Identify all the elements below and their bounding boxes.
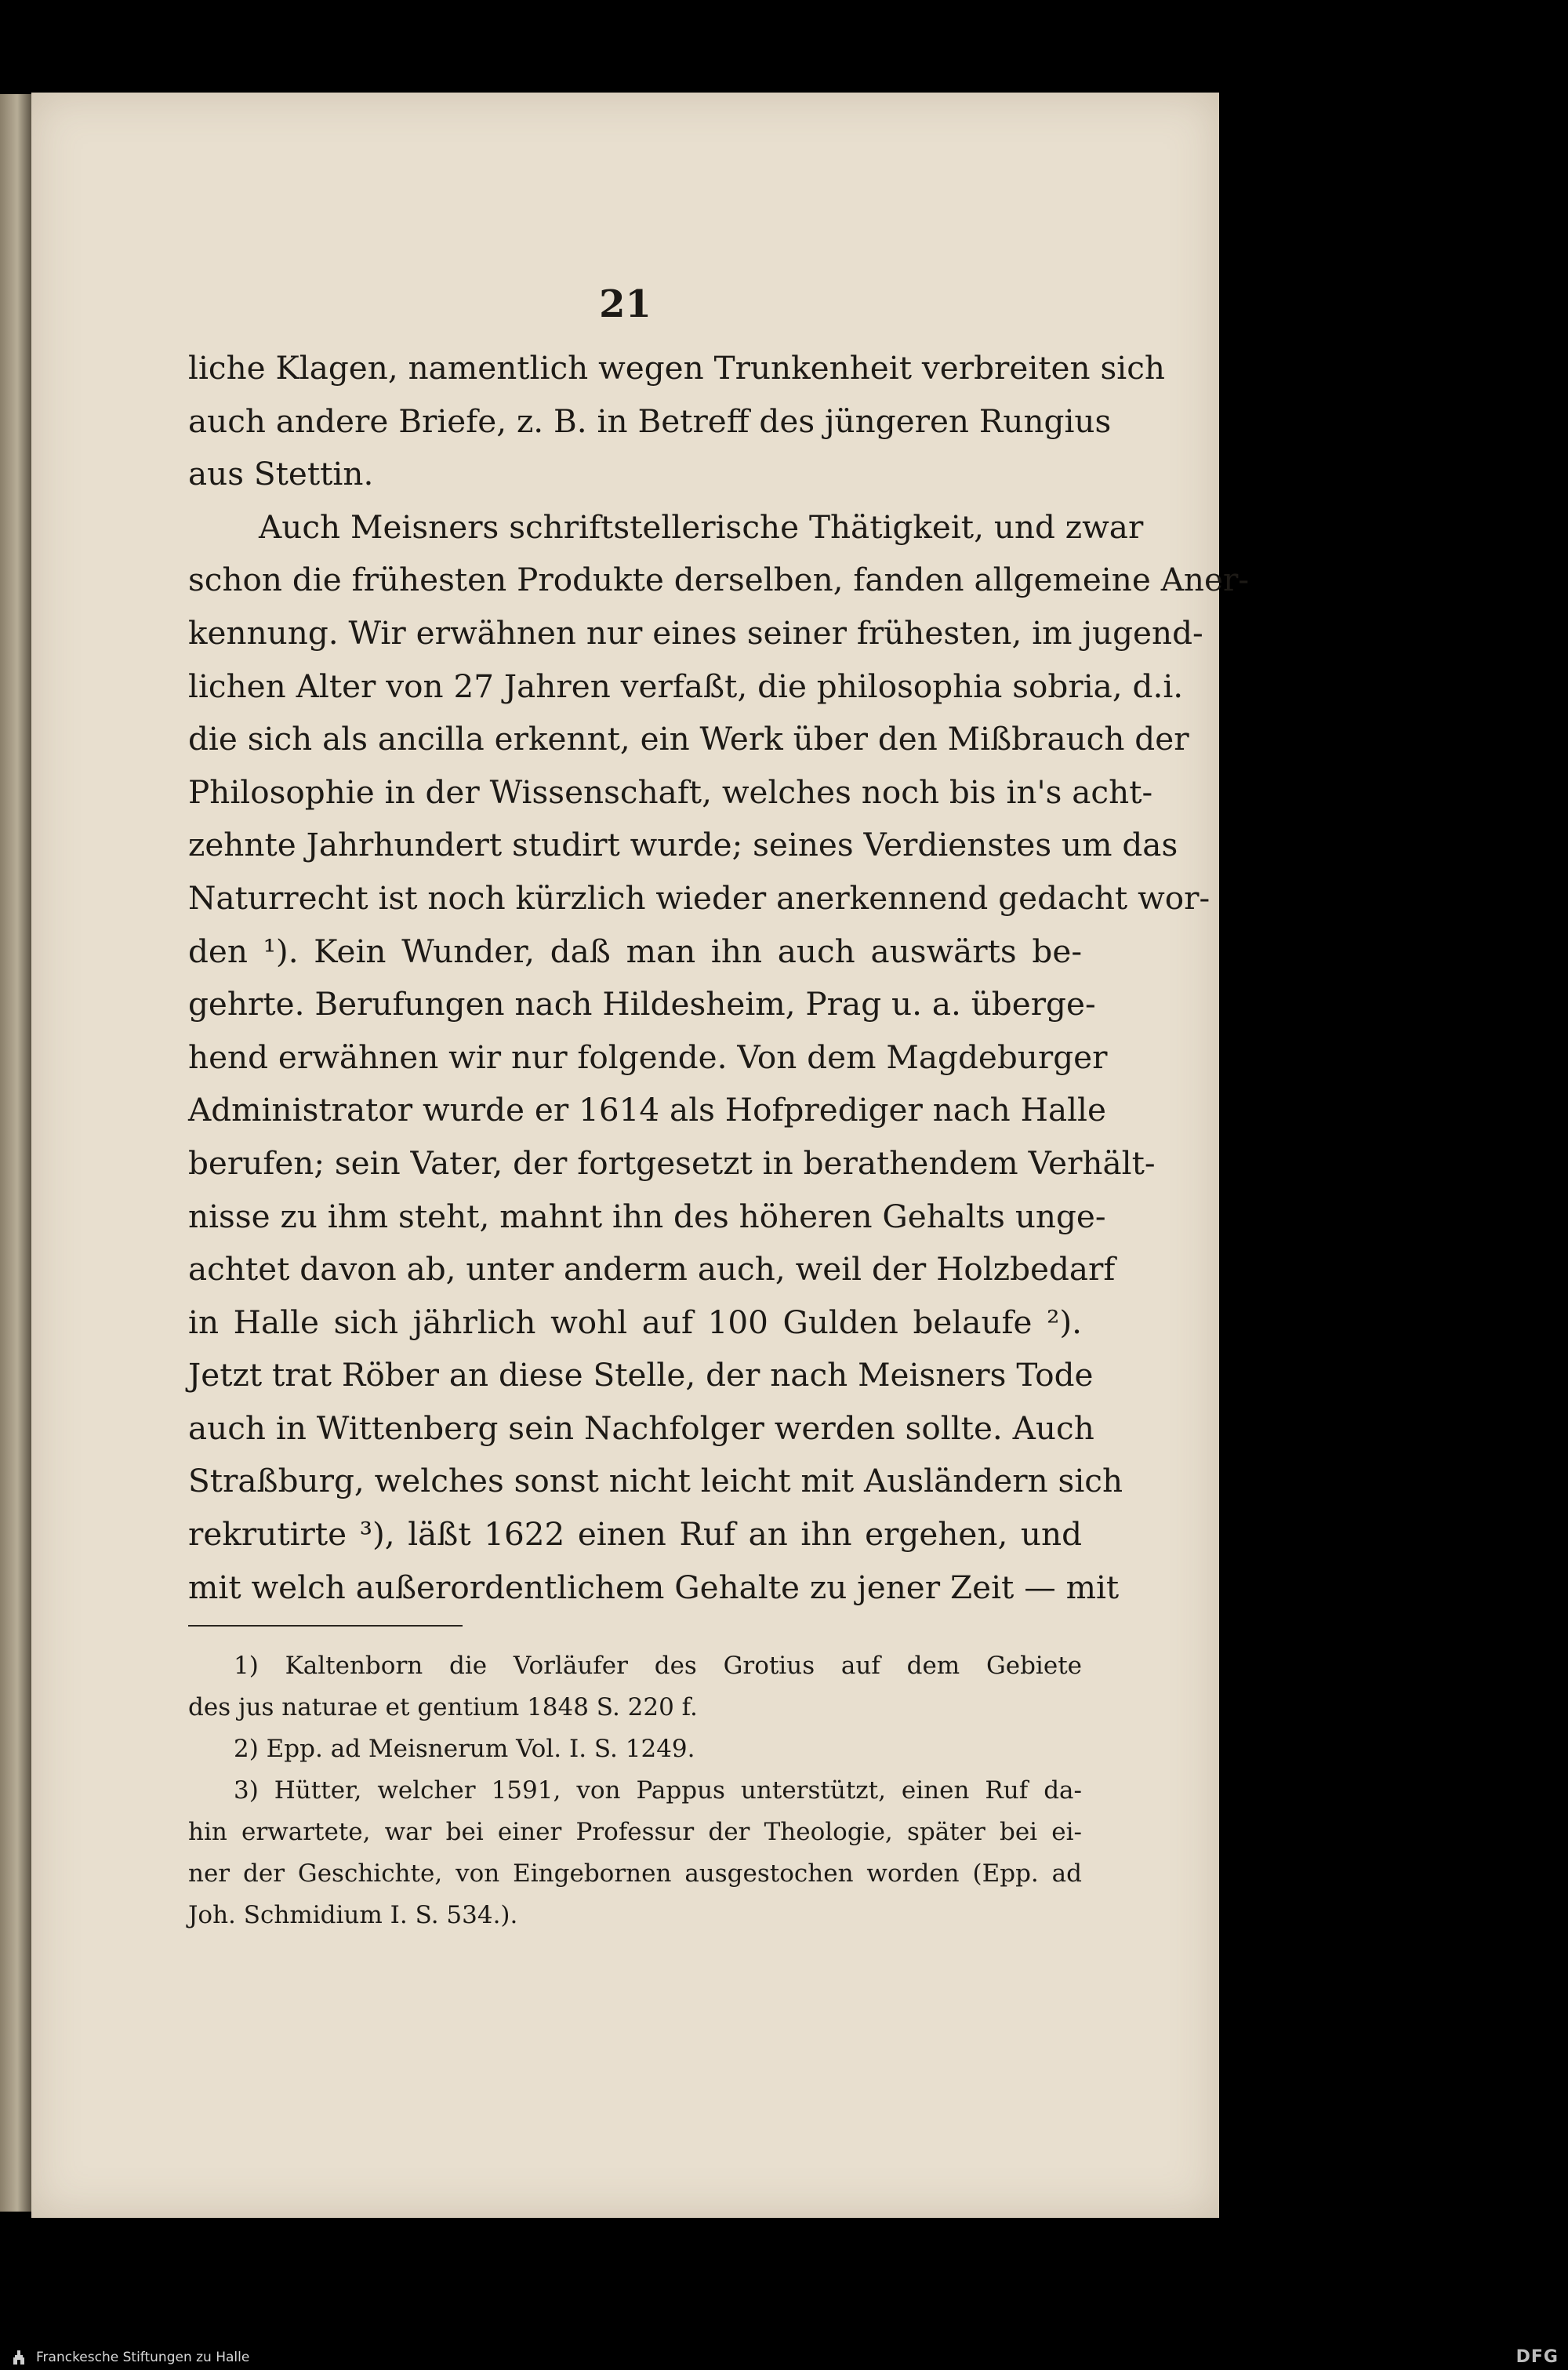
text-line: Philosophie in der Wissenschaft, welches noch bis in's acht-	[188, 772, 1153, 811]
text-line: auch in Wittenberg sein Nachfolger werden sollte. Auch	[188, 1409, 1094, 1447]
footnote-line: 1) Kaltenborn die Vorläufer des Grotius auf dem Gebiete	[234, 1652, 1082, 1680]
text-line: Naturrecht ist noch kürzlich wieder anerkennend gedacht wor-	[188, 878, 1210, 917]
footnote-line: 2) Epp. ad Meisnerum Vol. I. S. 1249.	[234, 1735, 695, 1763]
footnote-divider	[188, 1625, 463, 1627]
book-page	[31, 93, 1250, 2218]
viewer-footer	[0, 2345, 1568, 2370]
body-text	[188, 342, 1250, 1614]
footnote-line: hin erwartete, war bei einer Professur der Theologie, später bei ei-	[188, 1818, 1082, 1846]
library-name: Franckesche Stiftungen zu Halle	[36, 2350, 250, 2365]
dfg-logo: DFG	[1515, 2347, 1559, 2367]
text-line: den ¹). Kein Wunder, daß man ihn auch auswärts be-	[188, 932, 1082, 970]
text-line: achtet davon ab, unter anderm auch, weil der Holzbedarf	[188, 1250, 1116, 1289]
page-number: 21	[599, 282, 652, 326]
text-line: mit welch außerordentlichem Gehalte zu jener Zeit — mit	[188, 1568, 1120, 1606]
text-line: schon die frühesten Produkte derselben, fanden allgemeine Aner-	[188, 561, 1250, 599]
previous-page-edge	[0, 94, 31, 2212]
text-line: Auch Meisners schriftstellerische Thätigkeit, und zwar	[259, 507, 1144, 546]
footnote-line: 3) Hütter, welcher 1591, von Pappus unterstützt, einen Ruf da-	[234, 1776, 1082, 1805]
text-line: zehnte Jahrhundert studirt wurde; seines Verdienstes um das	[188, 826, 1178, 864]
text-line: in Halle sich jährlich wohl auf 100 Gulden belaufe ²).	[188, 1303, 1082, 1341]
text-line: die sich als ancilla erkennt, ein Werk über den Mißbrauch der	[188, 720, 1189, 758]
footnote-line: ner der Geschichte, von Eingebornen ausgestochen worden (Epp. ad	[188, 1859, 1082, 1888]
text-line: lichen Alter von 27 Jahren verfaßt, die philosophia sobria, d.i.	[188, 667, 1184, 705]
text-line: auch andere Briefe, z. B. in Betreff des jüngeren Rungius	[188, 402, 1112, 440]
text-line: Jetzt trat Röber an diese Stelle, der nach Meisners Tode	[188, 1356, 1094, 1394]
text-line: liche Klagen, namentlich wegen Trunkenheit verbreiten sich	[188, 349, 1165, 387]
text-line: hend erwähnen wir nur folgende. Von dem Magdeburger	[188, 1038, 1108, 1076]
footnotes	[188, 1645, 1082, 1936]
text-line: gehrte. Berufungen nach Hildesheim, Prag u. a. überge-	[188, 985, 1096, 1023]
text-line: Straßburg, welches sonst nicht leicht mit Ausländern sich	[188, 1462, 1123, 1500]
text-line: berufen; sein Vater, der fortgesetzt in berathendem Verhält-	[188, 1143, 1156, 1182]
library-logo-icon	[11, 2350, 27, 2365]
text-line: Administrator wurde er 1614 als Hofprediger nach Halle	[188, 1091, 1106, 1129]
footnote-line: des jus naturae et gentium 1848 S. 220 f.	[188, 1693, 698, 1721]
text-line: nisse zu ihm steht, mahnt ihn des höheren Gehalts unge-	[188, 1197, 1106, 1235]
text-line: kennung. Wir erwähnen nur eines seiner frühesten, im jugend-	[188, 613, 1203, 652]
text-line: rekrutirte ³), läßt 1622 einen Ruf an ihn ergehen, und	[188, 1515, 1082, 1554]
footnote-line: Joh. Schmidium I. S. 534.).	[188, 1901, 518, 1929]
text-line: aus Stettin.	[188, 455, 374, 493]
